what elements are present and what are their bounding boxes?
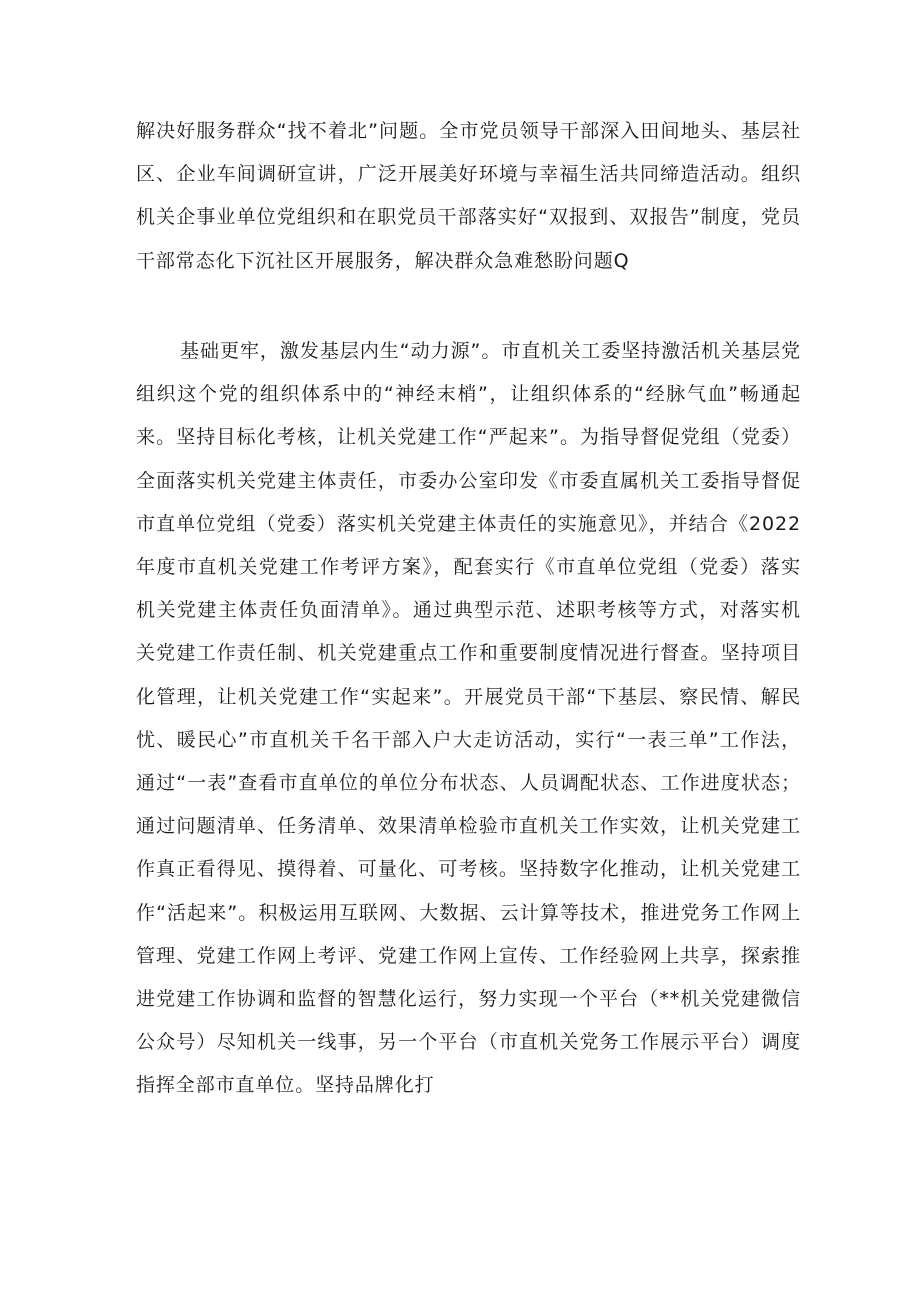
paragraph-1: 解决好服务群众“找不着北”问题。全市党员领导干部深入田间地头、基层社区、企业车间调研宣讲，广泛开展美好环境与幸福生活共同缔造活动。组织机关企事业单位党组织和在职党员干部落实好“双报到、双报告”制度，党员干部常态化下沉社区开展服务，解决群众急难愁盼问题Q <box>136 120 801 272</box>
paragraph-2: 基础更牢，激发基层内生“动力源”。市直机关工委坚持激活机关基层党组织这个党的组织体系中的“神经末梢”，让组织体系的“经脉气血”畅通起来。坚持目标化考核，让机关党建工作“严起来”。为指导督促党组（党委）全面落实机关党建主体责任，市委办公室印发《市委直属机关工委指导督促市直单位党组（党委）落实机关党建主体责任的实施意见》，并结合《2022年度市直机关党建工作考评方案》，配套实行《市直单位党组（党委）落实机关党建主体责任负面清单》。通过典型示范、述职考核等方式，对落实机关党建工作责任制、机关党建重点工作和重要制度情况进行督查。坚持项目化管理，让机关党建工作“实起来”。开展党员干部“下基层、察民情、解民忧、暖民心”市直机关千名干部入户大走访活动，实行“一表三单”工作法，通过“一表”查看市直单位的单位分布状态、人员调配状态、工作进度状态；通过问题清单、任务清单、效果清单检验市直机关工作实效，让机关党建工作真正看得见、摸得着、可量化、可考核。坚持数字化推动，让机关党建工作“活起来”。积极运用互联网、大数据、云计算等技术，推进党务工作网上管理、党建工作网上考评、党建工作网上宣传、工作经验网上共享，探索推进党建工作协调和监督的智慧化运行，努力实现一个平台（**机关党建微信公众号）尽知机关一线事，另一个平台（市直机关党务工作展示平台）调度指挥全部市直单位。坚持品牌化打 <box>136 340 801 1097</box>
